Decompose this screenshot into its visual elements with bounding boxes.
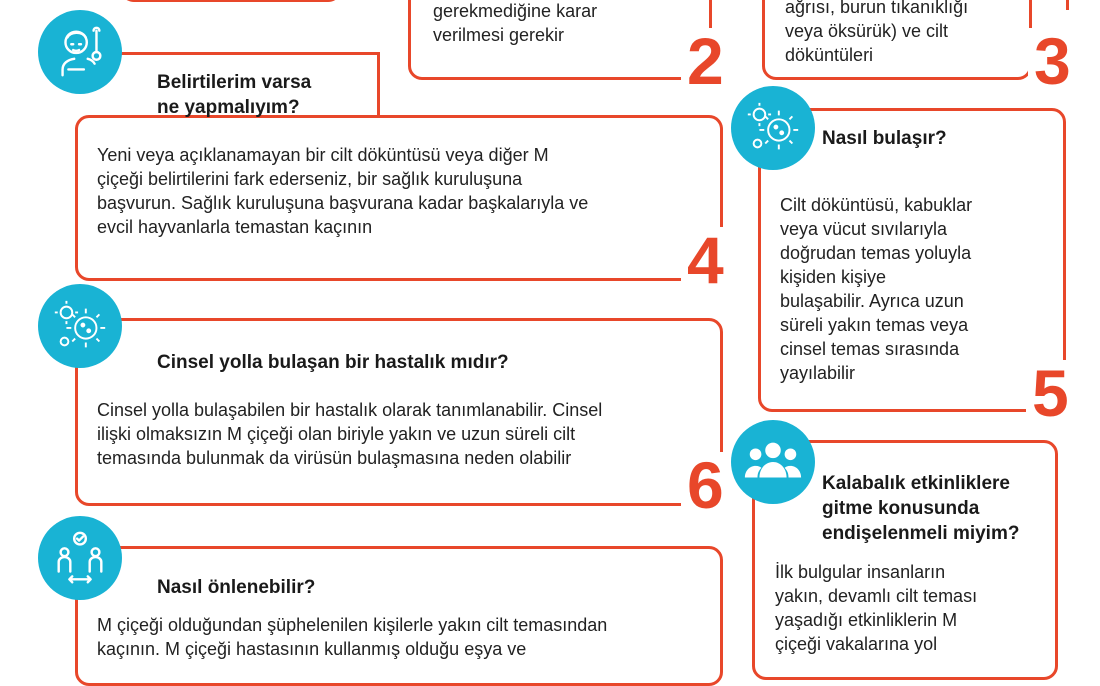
card-8-question: Nasıl önlenebilir?: [157, 577, 316, 598]
card-1-partial: [120, 0, 342, 2]
card-5-text-line: bulaşabilir. Ayrıca uzun: [780, 291, 964, 311]
card-5-text-line: veya vücut sıvılarıyla: [780, 219, 948, 239]
card-5-text-line: cinsel temas sırasında: [780, 339, 960, 359]
card-5-text-line: süreli yakın temas veya: [780, 315, 969, 335]
card-7-question: endişelenmeli miyim?: [822, 523, 1020, 544]
card-3-text-line: veya öksürük) ve cilt: [785, 21, 949, 41]
card-2-text-line: gerekmediğine karar: [433, 1, 598, 21]
card-7-question: gitme konusunda: [822, 498, 980, 519]
crowd-icon: [731, 420, 815, 504]
card-7-text-line: yakın, devamlı cilt teması: [775, 586, 978, 606]
card-4-text-line: Yeni veya açıklanamayan bir cilt döküntüsü veya diğer M: [97, 145, 549, 165]
social-distance-icon: [38, 516, 122, 600]
card-3-text-line: ağrısı, burun tıkanıklığı: [785, 0, 969, 17]
card-8-text-line: M çiçeği olduğundan şüphelenilen kişilerle yakın cilt temasından: [97, 615, 608, 635]
card-4-question: Belirtilerim varsa: [157, 72, 312, 93]
card-2-text-line: verilmesi gerekir: [433, 25, 565, 45]
card-4-text-line: başvurun. Sağlık kuruluşuna başvurana kadar başkalarıyla ve: [97, 193, 589, 213]
card-number: 3: [1028, 28, 1077, 94]
card-6-text-line: Cinsel yolla bulaşabilen bir hastalık olarak tanımlanabilir. Cinsel: [97, 400, 603, 420]
card-5-text-line: yayılabilir: [780, 363, 856, 383]
card-6-question: Cinsel yolla bulaşan bir hastalık mıdır?: [157, 352, 509, 373]
card-number: 6: [681, 452, 730, 518]
card-5-question: Nasıl bulaşır?: [822, 128, 947, 149]
card-3-text-line: döküntüleri: [785, 45, 874, 65]
card-7-text-line: çiçeği vakalarına yol: [775, 634, 938, 654]
card-4-text-line: çiçeği belirtilerini fark ederseniz, bir sağlık kuruluşuna: [97, 169, 523, 189]
card-number: 2: [681, 28, 730, 94]
card-8-text-line: kaçının. M çiçeği hastasının kullanmış olduğu eşya ve: [97, 639, 527, 659]
card-number: 5: [1026, 360, 1075, 426]
card-2: [408, 0, 712, 80]
card-3: [762, 0, 1032, 80]
card-5-text-line: kişiden kişiye: [780, 267, 887, 287]
connector: [1066, 0, 1069, 10]
card-number: 4: [681, 227, 730, 293]
connector: [110, 52, 380, 55]
card-7-text-line: yaşadığı etkinliklerin M: [775, 610, 958, 630]
card-7-question: Kalabalık etkinliklere: [822, 473, 1010, 494]
card-6-text-line: ilişki olmaksızın M çiçeği olan biriyle yakın ve uzun süreli cilt: [97, 424, 576, 444]
virus-icon: [38, 284, 122, 368]
card-4-text-line: evcil hayvanlarla temastan kaçının: [97, 217, 373, 237]
thermometer-person-icon: [38, 10, 122, 94]
connector: [377, 52, 380, 116]
virus-icon: [731, 86, 815, 170]
card-5-text-line: Cilt döküntüsü, kabuklar: [780, 195, 973, 215]
card-5-text-line: doğrudan temas yoluyla: [780, 243, 972, 263]
card-4-question: ne yapmalıyım?: [157, 97, 300, 118]
card-7-text-line: İlk bulgular insanların: [775, 562, 946, 582]
card-6-text-line: temasında bulunmak da virüsün bulaşmasına neden olabilir: [97, 448, 572, 468]
